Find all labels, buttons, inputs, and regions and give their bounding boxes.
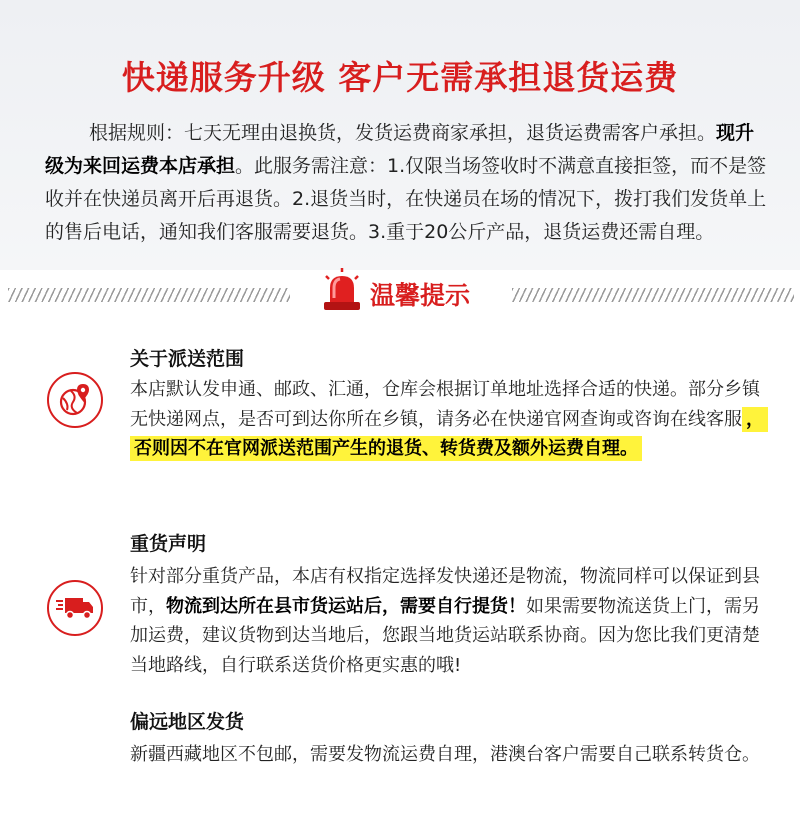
alarm-light-icon [320,268,364,314]
delivery-truck-icon [47,580,103,636]
tips-header [318,268,488,314]
intro-text-part1: 根据规则：七天无理由退换货，发货运费商家承担，退货运费需客户承担。 [89,122,717,144]
delivery-range-text: 本店默认发申通、邮政、汇通，仓库会根据订单地址选择合适的快递。部分乡镇无快递网点，是否可到达你所在乡镇，请务必在快递官网查询或咨询在线客服 [130,379,760,430]
section-text-heavy-goods [130,562,770,680]
section-text-remote-areas: 新疆西藏地区不包邮，需要发物流运费自理，港澳台客户需要自己联系转货仓。 [130,744,760,765]
intro-paragraph [45,117,773,249]
heavy-goods-text-bold: 物流到达所在县市货运站后，需要自行提货！ [166,595,526,617]
section-text-delivery-range [130,375,770,464]
tips-label: 温馨提示 [370,281,471,310]
page-title: 快递服务升级 客户无需承担退货运费 [121,58,679,97]
divider-left [8,288,290,302]
section-title-delivery-range: 关于派送范围 [130,348,245,370]
heavy-goods-text-part1: 针对部分重货产品，本店有权指定选择发快递还是物流，物流同样可以保证到县市， [130,566,760,617]
section-title-heavy-goods: 重货声明 [130,533,207,555]
section-title-remote-areas: 偏远地区发货 [130,711,245,733]
intro-text-part2: 。此服务需注意：1.仅限当场签收时不满意直接拒签，而不是签收并在快递员离开后再退货。2.退货当时，在快递员在场的情况下，拨打我们发货单上的售后电话，通知我们客服需要退货。3.重于20公斤产品，退货运费还需自理。 [45,155,767,243]
delivery-truck-glyph [56,593,94,623]
delivery-range-highlight: ，否则因不在官网派送范围产生的退货、转货费及额外运费自理。 [130,407,768,462]
globe-location-glyph [57,382,93,418]
heavy-goods-text-part2: 如果需要物流送货上门，需另加运费，建议货物到达当地后，您跟当地货运站联系协商。因为您比我们更清楚当地路线，自行联系送货价格更实惠的哦! [130,595,760,676]
intro-text-bold: 现升级为来回运费本店承担 [45,122,755,177]
globe-location-icon [47,372,103,428]
divider-right [512,288,794,302]
